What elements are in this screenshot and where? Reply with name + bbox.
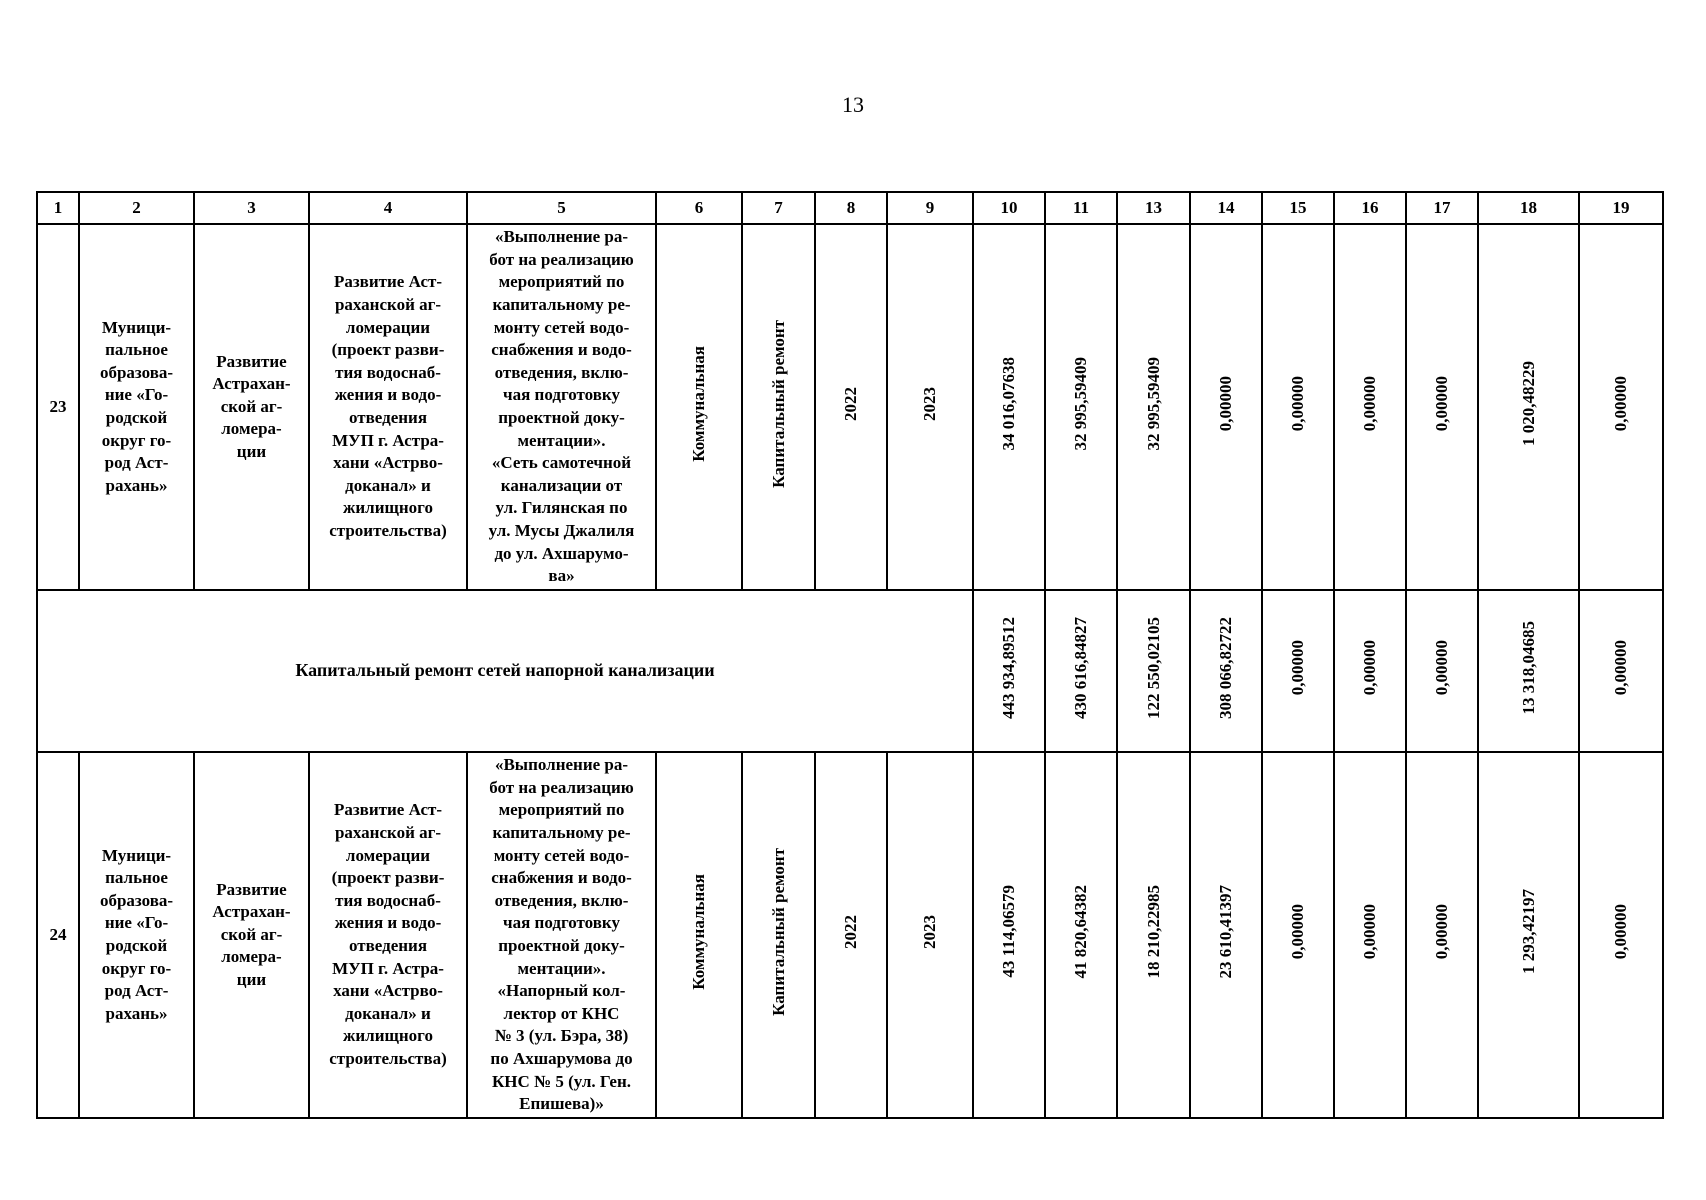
value-cell: [1262, 224, 1334, 590]
value-cell: [1117, 590, 1190, 752]
value-cell: [1190, 752, 1262, 1118]
value-text: 32 995,59409: [1143, 356, 1163, 451]
municipality-cell: Муници- пальное образова- ние «Го- родской округ го- род Аст- рахань»: [79, 224, 194, 590]
end-year-cell: [887, 752, 973, 1118]
value-text: 32 995,59409: [1071, 356, 1090, 451]
value-cell: [1478, 590, 1579, 752]
header-cell: 5: [467, 192, 656, 224]
value-text: 0,00000: [1432, 904, 1451, 960]
value-text: 1 020,48229: [1518, 361, 1538, 447]
value-cell: [1478, 224, 1579, 590]
value-text: 308 066,82722: [1216, 616, 1235, 719]
start-year-cell: [815, 752, 887, 1118]
value-text: 0,00000: [1432, 640, 1451, 696]
value-text: 122 550,02105: [1143, 616, 1163, 719]
value-text: 0,00000: [1360, 640, 1379, 696]
header-cell: 16: [1334, 192, 1406, 224]
municipality-cell: Муници- пальное образова- ние «Го- родской округ го- род Аст- рахань»: [79, 752, 194, 1118]
value-cell: [1117, 224, 1190, 590]
start-year-cell: [815, 224, 887, 590]
program-cell: Развитие Астрахан- ской аг- ломера- ции: [194, 224, 309, 590]
value-text: 0,00000: [1288, 640, 1307, 696]
header-cell: 18: [1478, 192, 1579, 224]
header-cell: 2: [79, 192, 194, 224]
header-cell: 3: [194, 192, 309, 224]
value-cell: [1262, 752, 1334, 1118]
header-cell: 1: [37, 192, 79, 224]
value-cell: [973, 224, 1045, 590]
value-cell: [1190, 224, 1262, 590]
header-cell: 15: [1262, 192, 1334, 224]
type-cell: [656, 752, 742, 1118]
value-cell: [1579, 752, 1663, 1118]
value-cell: [1045, 752, 1117, 1118]
value-cell: [1406, 590, 1478, 752]
value-text: 43 114,06579: [999, 885, 1018, 978]
header-cell: 14: [1190, 192, 1262, 224]
program-cell: Развитие Астрахан- ской аг- ломера- ции: [194, 752, 309, 1118]
data-table: [36, 191, 1664, 1119]
end-year-text: 2023: [920, 386, 939, 421]
type-cell: [656, 224, 742, 590]
value-text: 18 210,22985: [1143, 884, 1163, 979]
header-cell: 13: [1117, 192, 1190, 224]
work-text: Капитальный ремонт: [768, 847, 788, 1016]
value-cell: [1406, 752, 1478, 1118]
value-text: 430 616,84827: [1071, 616, 1090, 719]
header-cell: 9: [887, 192, 973, 224]
value-text: 0,00000: [1360, 376, 1379, 432]
value-text: 0,00000: [1288, 904, 1307, 960]
header-cell: 4: [309, 192, 467, 224]
end-year-cell: [887, 224, 973, 590]
value-text: 23 610,41397: [1216, 884, 1235, 979]
value-cell: [1334, 590, 1406, 752]
table-row: [37, 224, 1663, 590]
value-cell: [973, 752, 1045, 1118]
header-cell: 19: [1579, 192, 1663, 224]
value-text: 0,00000: [1432, 376, 1451, 432]
header-cell: 17: [1406, 192, 1478, 224]
description-cell: «Выполнение ра- бот на реализацию мероприятий по капитальному ре- монту сетей водо- снабжения и водо- отведения, вклю- чая подготовку проектной доку- ментации». «Сеть самотечной канализации от ул. Гилянская по ул. Мусы Джалиля до ул. Ахшарумо- ва»: [467, 224, 656, 590]
value-text: 41 820,64382: [1071, 884, 1090, 979]
value-cell: [1334, 224, 1406, 590]
work-cell: [742, 224, 815, 590]
project-cell: Развитие Аст- раханской аг- ломерации (проект разви- тия водоснаб- жения и водо- отведения МУП г. Астра- хани «Астрво- доканал» и жилищного строительства): [309, 752, 467, 1118]
value-cell: [1334, 752, 1406, 1118]
type-text: Коммунальная: [689, 873, 708, 990]
value-cell: [1045, 590, 1117, 752]
value-cell: [1579, 224, 1663, 590]
value-cell: [1478, 752, 1579, 1118]
description-cell: «Выполнение ра- бот на реализацию мероприятий по капитальному ре- монту сетей водо- снабжения и водо- отведения, вклю- чая подготовку проектной доку- ментации». «Напорный кол- лектор от КНС № 3 (ул. Бэра, 38) по Ахшарумова до КНС № 5 (ул. Ген. Епишева)»: [467, 752, 656, 1118]
subtotal-title-cell: [37, 590, 973, 752]
work-cell: [742, 752, 815, 1118]
header-cell: 8: [815, 192, 887, 224]
value-text: 0,00000: [1611, 904, 1630, 960]
value-cell: [973, 590, 1045, 752]
start-year-text: 2022: [841, 386, 860, 421]
value-text: 34 016,07638: [999, 356, 1018, 451]
value-text: 0,00000: [1288, 376, 1307, 432]
header-row: [37, 192, 1663, 224]
subtotal-row: [37, 590, 1663, 752]
table-row: [37, 752, 1663, 1118]
value-cell: [1117, 752, 1190, 1118]
header-cell: 7: [742, 192, 815, 224]
value-cell: [1406, 224, 1478, 590]
end-year-text: 2023: [920, 914, 939, 949]
value-text: 0,00000: [1611, 640, 1630, 696]
page-number: 13: [842, 92, 864, 117]
row-number: 24: [37, 752, 79, 1118]
value-text: 1 293,42197: [1518, 889, 1538, 975]
header-cell: 10: [973, 192, 1045, 224]
value-cell: [1579, 590, 1663, 752]
header-cell: 6: [656, 192, 742, 224]
subtotal-title: Капитальный ремонт сетей напорной канализации: [295, 660, 715, 681]
value-text: 0,00000: [1611, 376, 1630, 432]
value-text: 0,00000: [1360, 904, 1379, 960]
header-cell: 11: [1045, 192, 1117, 224]
type-text: Коммунальная: [689, 345, 708, 462]
value-text: 443 934,89512: [999, 616, 1018, 719]
value-cell: [1045, 224, 1117, 590]
value-text: 0,00000: [1216, 376, 1235, 432]
value-cell: [1190, 590, 1262, 752]
value-cell: [1262, 590, 1334, 752]
project-cell: Развитие Аст- раханской аг- ломерации (проект разви- тия водоснаб- жения и водо- отведения МУП г. Астра- хани «Астрво- доканал» и жилищного строительства): [309, 224, 467, 590]
work-text: Капитальный ремонт: [768, 319, 788, 488]
row-number: 23: [37, 224, 79, 590]
value-text: 13 318,04685: [1518, 620, 1538, 715]
start-year-text: 2022: [841, 914, 860, 949]
